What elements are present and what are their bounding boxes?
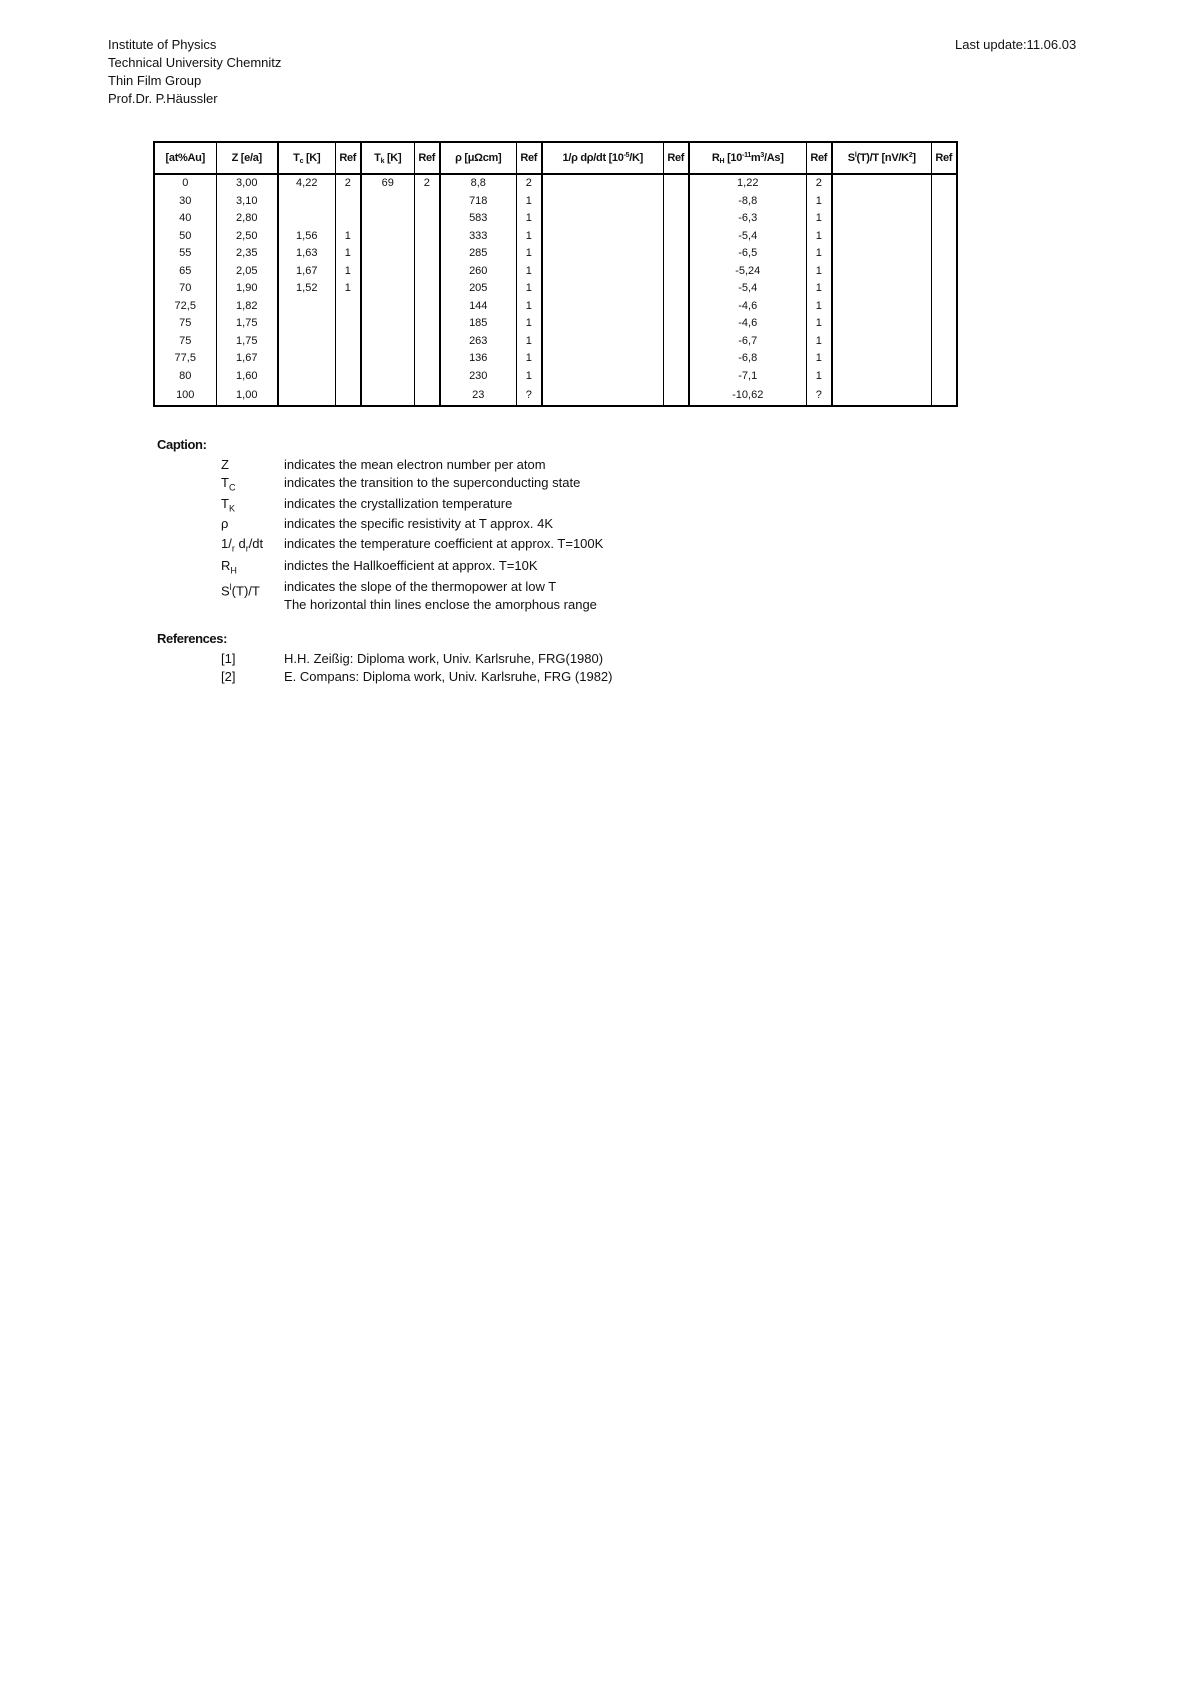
table-cell bbox=[361, 385, 414, 406]
table-cell: 75 bbox=[154, 333, 216, 351]
table-cell: 1,52 bbox=[278, 280, 335, 298]
table-cell: 4,22 bbox=[278, 174, 335, 193]
table-cell: 75 bbox=[154, 315, 216, 333]
table-cell bbox=[663, 333, 689, 351]
table-cell bbox=[663, 174, 689, 193]
table-cell bbox=[663, 368, 689, 386]
table-cell: 8,8 bbox=[440, 174, 516, 193]
table-cell: 1,63 bbox=[278, 245, 335, 263]
table-cell bbox=[361, 298, 414, 316]
table-cell: 1 bbox=[806, 350, 832, 368]
table-cell bbox=[361, 368, 414, 386]
table-row bbox=[154, 333, 957, 351]
table-row bbox=[154, 193, 957, 211]
table-cell: -5,4 bbox=[689, 280, 806, 298]
table-cell bbox=[542, 263, 663, 281]
table-cell bbox=[663, 245, 689, 263]
table-cell: 230 bbox=[440, 368, 516, 386]
table-cell bbox=[414, 333, 440, 351]
table-cell bbox=[542, 228, 663, 246]
table-cell: 3,00 bbox=[216, 174, 278, 193]
table-cell bbox=[931, 174, 957, 193]
table-cell: 205 bbox=[440, 280, 516, 298]
table-cell bbox=[832, 333, 931, 351]
table-cell bbox=[278, 350, 335, 368]
table-cell: 2 bbox=[516, 174, 542, 193]
table-cell: -5,4 bbox=[689, 228, 806, 246]
table-cell bbox=[832, 280, 931, 298]
table-cell: 1 bbox=[806, 280, 832, 298]
col-header-thermopower: $S^l(T)/T$ $[nV/K^2]$ bbox=[832, 142, 931, 174]
table-cell bbox=[663, 228, 689, 246]
table-cell bbox=[414, 350, 440, 368]
table-row bbox=[154, 245, 957, 263]
table-cell bbox=[931, 193, 957, 211]
table-cell bbox=[335, 315, 361, 333]
caption-title: Caption: bbox=[157, 437, 207, 452]
table-cell: -6,3 bbox=[689, 210, 806, 228]
caption-description: indicates the mean electron number per atom bbox=[284, 457, 546, 472]
reference-text: E. Compans: Diploma work, Univ. Karlsruhe, FRG (1982) bbox=[284, 669, 613, 684]
table-cell bbox=[542, 245, 663, 263]
table-cell bbox=[832, 193, 931, 211]
table-cell: -5,24 bbox=[689, 263, 806, 281]
table-cell bbox=[931, 315, 957, 333]
table-row bbox=[154, 368, 957, 386]
caption-description: indicates the transition to the superconducting state bbox=[284, 475, 581, 490]
table-cell: 1 bbox=[516, 228, 542, 246]
table-cell: 2 bbox=[335, 174, 361, 193]
table-cell bbox=[414, 385, 440, 406]
table-cell: 1 bbox=[335, 245, 361, 263]
caption-symbol: $R_H$ bbox=[221, 558, 237, 576]
institution-header bbox=[108, 36, 281, 108]
table-cell: 72,5 bbox=[154, 298, 216, 316]
table-cell: 30 bbox=[154, 193, 216, 211]
table-cell bbox=[931, 280, 957, 298]
reference-number: [1] bbox=[221, 651, 236, 666]
col-header-ref: Ref bbox=[806, 142, 832, 174]
table-cell: 1 bbox=[516, 193, 542, 211]
table-cell: 100 bbox=[154, 385, 216, 406]
table-row bbox=[154, 385, 957, 406]
table-cell: 1 bbox=[806, 193, 832, 211]
table-cell: 3,10 bbox=[216, 193, 278, 211]
table-cell: 1,67 bbox=[216, 350, 278, 368]
table-cell: 1 bbox=[516, 350, 542, 368]
table-row bbox=[154, 210, 957, 228]
table-row bbox=[154, 315, 957, 333]
table-cell: 1 bbox=[516, 245, 542, 263]
table-cell bbox=[278, 193, 335, 211]
caption-symbol: $S^l(T)/T$ bbox=[221, 582, 260, 599]
table-cell: 1 bbox=[335, 263, 361, 281]
table-cell bbox=[931, 368, 957, 386]
table-cell bbox=[663, 298, 689, 316]
table-cell bbox=[832, 368, 931, 386]
table-cell bbox=[832, 315, 931, 333]
table-cell: 69 bbox=[361, 174, 414, 193]
table-cell bbox=[542, 385, 663, 406]
table-cell bbox=[414, 315, 440, 333]
table-cell bbox=[663, 385, 689, 406]
table-cell bbox=[361, 228, 414, 246]
references-title: References: bbox=[157, 631, 228, 646]
table-cell: 1 bbox=[806, 315, 832, 333]
table-cell bbox=[361, 193, 414, 211]
header-row bbox=[154, 142, 957, 174]
caption-description: indicates the slope of the thermopower at low T bbox=[284, 579, 557, 594]
table-cell bbox=[361, 333, 414, 351]
col-header-ref: Ref bbox=[931, 142, 957, 174]
table-cell: 1,22 bbox=[689, 174, 806, 193]
table-cell: 1,75 bbox=[216, 315, 278, 333]
table-cell: 263 bbox=[440, 333, 516, 351]
table-cell: 1,82 bbox=[216, 298, 278, 316]
table-cell: 65 bbox=[154, 263, 216, 281]
table-cell bbox=[931, 333, 957, 351]
table-cell bbox=[542, 368, 663, 386]
table-cell: 1 bbox=[806, 210, 832, 228]
table-cell: 1,56 bbox=[278, 228, 335, 246]
table-cell bbox=[414, 298, 440, 316]
table-cell bbox=[832, 385, 931, 406]
table-cell: 70 bbox=[154, 280, 216, 298]
table-cell bbox=[278, 333, 335, 351]
table-cell: 333 bbox=[440, 228, 516, 246]
table-cell: 1,75 bbox=[216, 333, 278, 351]
table-row bbox=[154, 350, 957, 368]
table-cell bbox=[542, 174, 663, 193]
table-cell bbox=[335, 350, 361, 368]
table-cell bbox=[931, 263, 957, 281]
table-cell bbox=[335, 368, 361, 386]
table-cell bbox=[361, 245, 414, 263]
table-cell: 1 bbox=[335, 228, 361, 246]
table-cell bbox=[361, 350, 414, 368]
table-row bbox=[154, 174, 957, 193]
table-cell: 285 bbox=[440, 245, 516, 263]
table-cell: 1 bbox=[516, 333, 542, 351]
table-cell bbox=[663, 350, 689, 368]
table-cell bbox=[832, 245, 931, 263]
table-cell bbox=[542, 193, 663, 211]
table-cell: 2,50 bbox=[216, 228, 278, 246]
table-row bbox=[154, 228, 957, 246]
table-cell: 80 bbox=[154, 368, 216, 386]
table-cell bbox=[278, 385, 335, 406]
col-header-au: [at%Au] bbox=[154, 142, 216, 174]
table-cell: 1,90 bbox=[216, 280, 278, 298]
table-cell: 55 bbox=[154, 245, 216, 263]
table-cell bbox=[832, 298, 931, 316]
table-cell bbox=[663, 315, 689, 333]
table-cell bbox=[542, 350, 663, 368]
table-cell bbox=[931, 298, 957, 316]
table-cell bbox=[414, 245, 440, 263]
table-cell: 1 bbox=[516, 263, 542, 281]
table-cell: 1 bbox=[806, 333, 832, 351]
col-header-ref: Ref bbox=[663, 142, 689, 174]
table-cell: -10,62 bbox=[689, 385, 806, 406]
table-cell: 1 bbox=[516, 368, 542, 386]
table-cell bbox=[335, 385, 361, 406]
table-cell: 1,60 bbox=[216, 368, 278, 386]
col-header-rh: $R_H$ $[10^{-11}m^3/As]$ bbox=[689, 142, 806, 174]
table-cell bbox=[414, 280, 440, 298]
table-cell: -4,6 bbox=[689, 315, 806, 333]
col-header-ref: Ref bbox=[516, 142, 542, 174]
table-cell bbox=[414, 263, 440, 281]
table-cell: 1 bbox=[516, 315, 542, 333]
table-cell bbox=[832, 263, 931, 281]
table-cell: 40 bbox=[154, 210, 216, 228]
caption-symbol: $T_K$ bbox=[221, 496, 235, 514]
table-cell: 185 bbox=[440, 315, 516, 333]
table-row bbox=[154, 280, 957, 298]
caption-description: indicates the temperature coefficient at approx. T=100K bbox=[284, 536, 604, 551]
table-cell: 1,00 bbox=[216, 385, 278, 406]
table-row bbox=[154, 298, 957, 316]
table-cell: 583 bbox=[440, 210, 516, 228]
table-cell bbox=[414, 368, 440, 386]
table-cell bbox=[663, 210, 689, 228]
table-cell bbox=[278, 315, 335, 333]
table-cell bbox=[832, 228, 931, 246]
table-cell: 1 bbox=[806, 228, 832, 246]
table-cell: 2 bbox=[806, 174, 832, 193]
caption-symbol: Z bbox=[221, 457, 229, 472]
table-cell: 1 bbox=[806, 298, 832, 316]
table-cell bbox=[361, 315, 414, 333]
table-cell bbox=[335, 193, 361, 211]
table-cell bbox=[542, 210, 663, 228]
header-line: Technical University Chemnitz bbox=[108, 55, 282, 70]
col-header-ref: Ref bbox=[414, 142, 440, 174]
table-cell: 718 bbox=[440, 193, 516, 211]
table-cell: ? bbox=[806, 385, 832, 406]
col-header-rho: ρ [μΩcm] bbox=[440, 142, 516, 174]
table-cell: 136 bbox=[440, 350, 516, 368]
table-cell bbox=[832, 174, 931, 193]
table-cell bbox=[361, 263, 414, 281]
table-cell: 23 bbox=[440, 385, 516, 406]
col-header-tk: $T_k$ [K] bbox=[361, 142, 414, 174]
table-cell: -7,1 bbox=[689, 368, 806, 386]
table-cell: 1 bbox=[516, 280, 542, 298]
table-cell: 1,67 bbox=[278, 263, 335, 281]
table-cell bbox=[832, 350, 931, 368]
reference-text: H.H. Zeißig: Diploma work, Univ. Karlsruhe, FRG(1980) bbox=[284, 651, 604, 666]
table-cell: -8,8 bbox=[689, 193, 806, 211]
caption-description: indicates the specific resistivity at T approx. 4K bbox=[284, 516, 554, 531]
table-cell bbox=[278, 298, 335, 316]
col-header-tcr: 1/ρ dρ/dt $[10^{-5}/K]$ bbox=[542, 142, 663, 174]
table-cell: -6,8 bbox=[689, 350, 806, 368]
table-cell bbox=[663, 263, 689, 281]
table-cell bbox=[335, 333, 361, 351]
table-cell bbox=[542, 315, 663, 333]
table-cell: 0 bbox=[154, 174, 216, 193]
reference-number: [2] bbox=[221, 669, 236, 684]
table-cell bbox=[663, 280, 689, 298]
table-cell: 1 bbox=[806, 245, 832, 263]
table-cell: 1 bbox=[806, 263, 832, 281]
table-cell: 2,35 bbox=[216, 245, 278, 263]
table-cell: 1 bbox=[516, 298, 542, 316]
table-cell: 50 bbox=[154, 228, 216, 246]
table-cell: 2,80 bbox=[216, 210, 278, 228]
last-update: Last update:11.06.03 bbox=[955, 37, 1077, 52]
table-cell: 2 bbox=[414, 174, 440, 193]
table-cell bbox=[361, 210, 414, 228]
table-cell bbox=[278, 210, 335, 228]
table-cell bbox=[335, 210, 361, 228]
table-body bbox=[154, 174, 957, 406]
table-cell: 144 bbox=[440, 298, 516, 316]
table-cell: 1 bbox=[806, 368, 832, 386]
table-cell: 77,5 bbox=[154, 350, 216, 368]
table-cell: ? bbox=[516, 385, 542, 406]
caption-note: The horizontal thin lines enclose the amorphous range bbox=[284, 597, 597, 612]
table-cell bbox=[335, 298, 361, 316]
table-cell bbox=[542, 280, 663, 298]
col-header-z: Z [e/a] bbox=[216, 142, 278, 174]
table-row bbox=[154, 263, 957, 281]
table-cell: -4,6 bbox=[689, 298, 806, 316]
table-cell: 260 bbox=[440, 263, 516, 281]
table-cell bbox=[414, 228, 440, 246]
caption-symbol: $T_C$ bbox=[221, 475, 236, 493]
header-line: Institute of Physics bbox=[108, 37, 217, 52]
table-cell bbox=[931, 245, 957, 263]
table-cell bbox=[931, 350, 957, 368]
table-cell bbox=[931, 228, 957, 246]
table-cell bbox=[931, 385, 957, 406]
header-line: Prof.Dr. P.Häussler bbox=[108, 91, 218, 106]
table-cell: 1 bbox=[335, 280, 361, 298]
table-cell bbox=[278, 368, 335, 386]
table-cell bbox=[542, 298, 663, 316]
caption-description: indictes the Hallkoefficient at approx. T=10K bbox=[284, 558, 538, 573]
table-cell: 1 bbox=[516, 210, 542, 228]
table-cell bbox=[931, 210, 957, 228]
col-header-tc: $T_c$ [K] bbox=[278, 142, 335, 174]
table-cell: 2,05 bbox=[216, 263, 278, 281]
table-cell: -6,7 bbox=[689, 333, 806, 351]
caption-symbol: $1/_r$ $d_r/dt$ bbox=[221, 536, 264, 554]
table-cell bbox=[361, 280, 414, 298]
table-cell bbox=[832, 210, 931, 228]
col-header-ref: Ref bbox=[335, 142, 361, 174]
header-line: Thin Film Group bbox=[108, 73, 202, 88]
table-cell bbox=[663, 193, 689, 211]
table-cell bbox=[414, 193, 440, 211]
table-cell: -6,5 bbox=[689, 245, 806, 263]
caption-description: indicates the crystallization temperature bbox=[284, 496, 513, 511]
data-table bbox=[153, 141, 958, 407]
caption-symbol: ρ bbox=[221, 516, 229, 531]
table-cell bbox=[542, 333, 663, 351]
table-cell bbox=[414, 210, 440, 228]
